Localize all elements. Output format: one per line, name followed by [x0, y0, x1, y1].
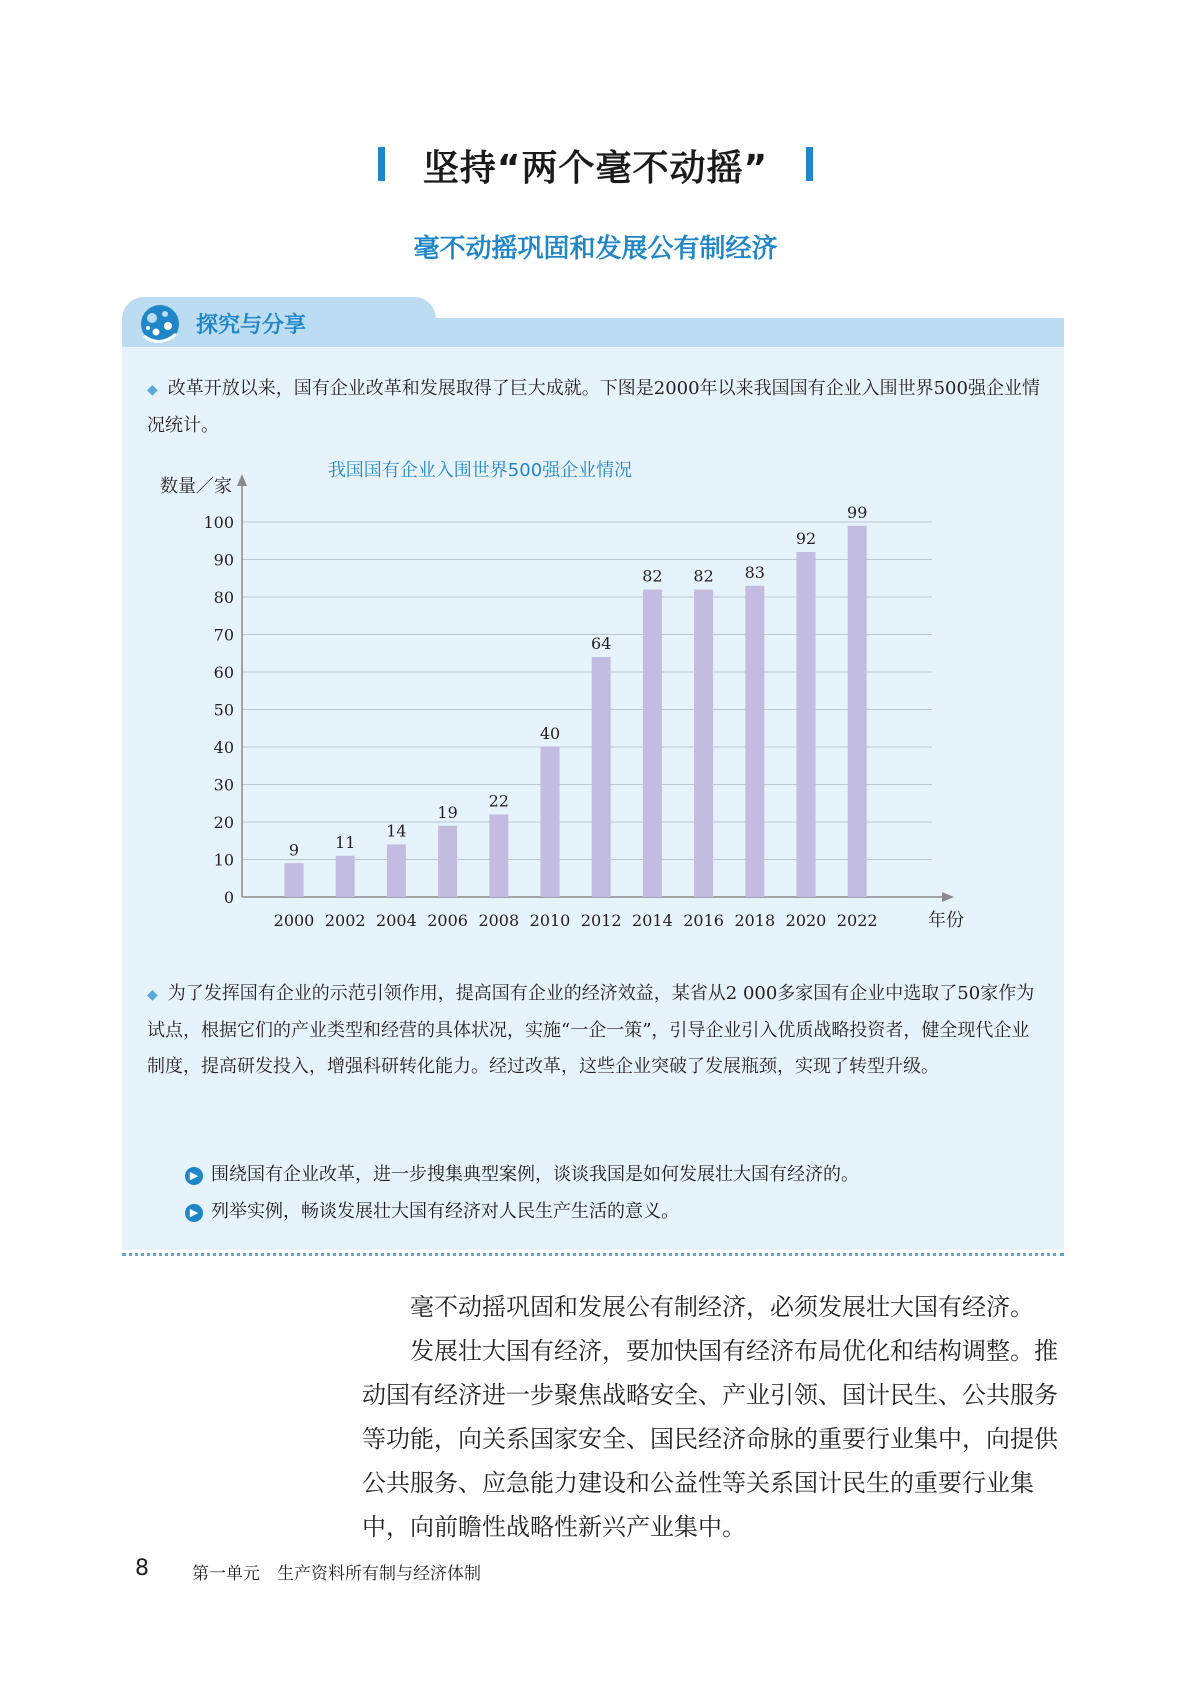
bar-value-label: 92 — [795, 529, 817, 548]
y-tick-label: 10 — [213, 850, 234, 870]
x-axis-arrow-icon — [942, 892, 954, 902]
question-item-2 — [185, 1197, 679, 1223]
y-tick-label: 80 — [213, 588, 234, 607]
bar-chart — [160, 450, 1040, 970]
y-tick-label: 60 — [213, 663, 234, 682]
x-tick-label: 2000 — [273, 911, 315, 930]
body-paragraph: 发展壮大国有经济，要加快国有经济布局优化和结构调整。推动国有经济进一步聚焦战略安全、产业引领、国计民生、公共服务等功能，向关系国家安全、国民经济命脉的重要行业集中，向提供公共服务、应急能力建设和公益性等关系国计民生的重要行业集中，向前瞻性战略性新兴产业集中。 — [362, 1337, 1058, 1541]
bar-value-label: 40 — [539, 724, 561, 743]
footer-unit: 第一单元 生产资料所有制与经济体制 — [192, 1564, 481, 1584]
bar — [797, 552, 816, 897]
bar-value-label: 19 — [437, 802, 458, 822]
bar — [387, 845, 406, 898]
bar-value-label: 82 — [642, 566, 663, 586]
chart-title: 我国国有企业入围世界500强企业情况 — [327, 460, 633, 481]
x-axis-label: 年份 — [928, 910, 964, 931]
bar-value-label: 83 — [744, 562, 765, 582]
bar-value-label: 11 — [335, 832, 356, 852]
y-tick-label: 30 — [213, 775, 234, 795]
x-tick-label: 2018 — [734, 911, 776, 930]
y-tick-label: 0 — [223, 888, 234, 907]
bar — [438, 826, 457, 897]
explore-case — [147, 976, 1047, 1085]
arrow-circle-icon: ▶ — [185, 1167, 203, 1185]
y-tick-label: 70 — [213, 625, 234, 645]
explore-intro — [147, 371, 1047, 444]
question-text: 列举实例，畅谈发展壮大国有经济对人民生产生活的意义。 — [211, 1201, 679, 1222]
section-title: 坚持“两个毫不动摇” — [422, 148, 769, 189]
bar-value-label: 14 — [386, 821, 407, 841]
bar — [489, 815, 508, 898]
bar — [592, 657, 611, 897]
y-tick-label: 100 — [203, 513, 234, 532]
diamond-bullet-icon: ◆ — [147, 382, 158, 398]
bar — [643, 590, 662, 898]
x-tick-label: 2002 — [324, 911, 366, 930]
bar-value-label: 9 — [288, 840, 300, 860]
bar — [848, 526, 867, 897]
x-tick-label: 2008 — [478, 911, 520, 930]
y-tick-label: 40 — [213, 738, 234, 757]
sub-title: 毫不动摇巩固和发展公有制经济 — [413, 234, 778, 264]
page-number: 8 — [135, 1556, 149, 1581]
explore-intro-text: 改革开放以来，国有企业改革和发展取得了巨大成就。下图是2000年以来我国国有企业入围世界500强企业情况统计。 — [147, 378, 1040, 436]
x-tick-label: 2012 — [580, 911, 622, 930]
question-item-1 — [185, 1160, 859, 1186]
x-tick-label: 2020 — [785, 911, 827, 930]
x-tick-label: 2016 — [683, 911, 724, 930]
y-axis-label: 数量／家 — [160, 476, 232, 497]
explore-case-text: 为了发挥国有企业的示范引领作用，提高国有企业的经济效益，某省从2 000多家国有企业中选取了50家作为试点，根据它们的产业类型和经营的具体状况，实施“一企一策”，引导企业引入优质战略投资者，健全现代企业制度，提高研发投入，增强科研转化能力。经过改革，这些企业突破了发展瓶颈，实现了转型升级。 — [147, 983, 1035, 1077]
bar-value-label: 64 — [591, 634, 612, 653]
bar-value-label: 82 — [693, 566, 714, 586]
bar — [285, 863, 304, 897]
explore-globe-icon — [138, 302, 182, 346]
bar — [541, 747, 560, 897]
body-paragraph: 毫不动摇巩固和发展公有制经济，必须发展壮大国有经济。 — [410, 1293, 1034, 1321]
bar — [336, 856, 355, 897]
x-tick-label: 2006 — [427, 911, 468, 930]
x-tick-label: 2010 — [529, 911, 571, 930]
y-tick-label: 50 — [213, 700, 234, 720]
x-tick-label: 2004 — [376, 911, 417, 930]
y-tick-label: 90 — [213, 550, 234, 570]
dotted-divider — [122, 1253, 1064, 1256]
explore-tab-label: 探究与分享 — [196, 313, 307, 338]
bar-value-label: 22 — [488, 791, 509, 811]
question-text: 围绕国有企业改革，进一步搜集典型案例，谈谈我国是如何发展壮大国有经济的。 — [211, 1164, 859, 1185]
title-bar-right — [806, 147, 813, 181]
x-tick-label: 2022 — [836, 911, 878, 930]
y-axis-arrow-icon — [237, 474, 247, 486]
bar-value-label: 99 — [847, 502, 868, 522]
bar — [694, 590, 713, 898]
body-text — [362, 1285, 1062, 1549]
x-tick-label: 2014 — [632, 911, 673, 930]
y-tick-label: 20 — [213, 813, 234, 832]
bar — [745, 586, 764, 897]
diamond-bullet-icon: ◆ — [147, 987, 158, 1003]
arrow-circle-icon: ▶ — [185, 1204, 203, 1222]
